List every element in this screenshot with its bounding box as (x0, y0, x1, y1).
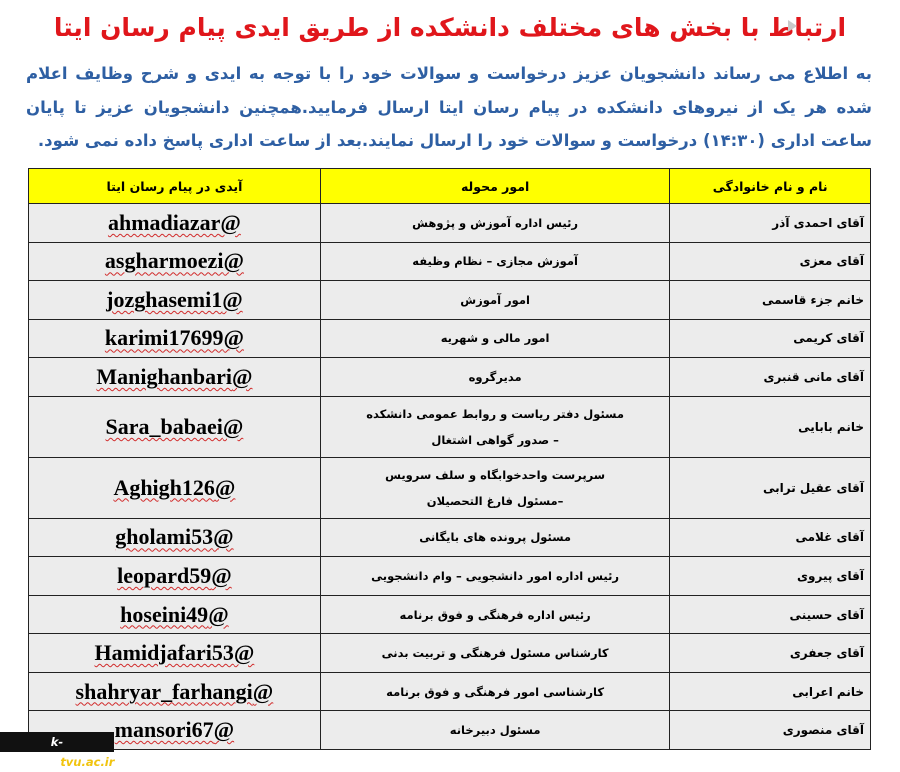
staff-name: آقای احمدی آذر (670, 204, 871, 243)
task-line: رئیس اداره فرهنگی و فوق برنامه (399, 607, 591, 622)
staff-name: آقای پیروی (670, 557, 871, 596)
task-line-2: – صدور گواهی اشتغال (431, 432, 559, 447)
task-line: رئیس اداره آموزش و پژوهش (412, 215, 579, 230)
eitaa-id-cell (29, 634, 321, 673)
task-line: کارشناسی امور فرهنگی و فوق برنامه (386, 684, 605, 699)
header-name: نام و نام خانوادگی (670, 169, 871, 204)
eitaa-id-cell (29, 242, 321, 281)
staff-task (320, 634, 670, 673)
table-row (29, 595, 871, 634)
task-line: کارشناس مسئول فرهنگی و تربیت بدنی (381, 646, 609, 661)
task-line: مسئول دبیرخانه (449, 723, 541, 738)
staff-task (320, 672, 670, 711)
eitaa-id-cell (29, 595, 321, 634)
contacts-table (28, 168, 871, 750)
staff-task (320, 595, 670, 634)
staff-name: آقای حسینی (670, 595, 871, 634)
table-row (29, 711, 871, 750)
staff-name: خانم بابایی (670, 396, 871, 457)
table-row (29, 319, 871, 358)
staff-task (320, 319, 670, 358)
table-row (29, 457, 871, 518)
eitaa-id-cell (29, 396, 321, 457)
staff-task (320, 518, 670, 557)
eitaa-id-cell (29, 518, 321, 557)
staff-name: خانم جزء قاسمی (670, 281, 871, 320)
task-line-2: –مسئول فارغ التحصیلان (426, 493, 564, 508)
task-line: آموزش مجازی – نظام وظیفه (412, 254, 578, 269)
staff-name: آقای مانی قنبری (670, 358, 871, 397)
table-row (29, 281, 871, 320)
staff-task (320, 557, 670, 596)
eitaa-id-cell (29, 557, 321, 596)
table-header-row (29, 169, 871, 204)
staff-name: آقای عقیل ترابی (670, 457, 871, 518)
task-line: رئیس اداره امور دانشجویی – وام دانشجویی (371, 568, 620, 583)
staff-task (320, 711, 670, 750)
staff-task (320, 242, 670, 281)
table-row (29, 242, 871, 281)
eitaa-id[interactable]: @shahryar_farhangi (75, 678, 274, 704)
header-task: امور محوله (320, 169, 670, 204)
staff-name: خانم اعرابی (670, 672, 871, 711)
task-line: مسئول پرونده های بایگانی (419, 530, 572, 545)
task-line: سرپرست واحدخوابگاه و سلف سرویس (385, 467, 606, 482)
page-title: ارتباط با بخش های مختلف دانشکده از طریق ایدی پیام رسان ایتا (53, 13, 847, 42)
eitaa-id[interactable]: @leopard59 (117, 562, 232, 588)
eitaa-id[interactable]: @gholami53 (115, 524, 234, 550)
table-row (29, 557, 871, 596)
table-row (29, 518, 871, 557)
eitaa-id-cell (29, 672, 321, 711)
staff-task (320, 396, 670, 457)
table-row (29, 358, 871, 397)
eitaa-id[interactable]: @mansori67 (114, 717, 235, 743)
table-row (29, 672, 871, 711)
intro-paragraph: به اطلاع می رساند دانشجویان عزیز درخواست و سوالات خود را با توجه به ایدی و شرح وظایف اعلام شده هر یک از نیروهای دانشکده در پیام رسان ایتا ارسال فرمایید.همچنین دانشجویان عزیز تا پایان ساعت اداری (۱۴:۳۰) درخواست و سوالات خود را ارسال نمایند.بعد از ساعت اداری پاسخ داده نمی شود. (26, 64, 872, 150)
staff-name: آقای غلامی (670, 518, 871, 557)
eitaa-id[interactable]: @Aghigh126 (113, 474, 236, 500)
header-id: آیدی در پیام رسان ایتا (29, 169, 321, 204)
staff-task (320, 204, 670, 243)
eitaa-id[interactable]: @Hamidjafari53 (94, 640, 255, 666)
staff-task (320, 457, 670, 518)
staff-task (320, 358, 670, 397)
eitaa-id[interactable]: @Sara_babaei (105, 413, 244, 439)
bullet-triangle-icon (788, 20, 797, 32)
watermark-domain: tvu.ac.ir (60, 755, 115, 769)
eitaa-id-cell (29, 281, 321, 320)
staff-task (320, 281, 670, 320)
eitaa-id-cell (29, 457, 321, 518)
task-line: مدیرگروه (468, 370, 522, 385)
watermark-main: k-shahryar. (0, 735, 64, 769)
table-row (29, 634, 871, 673)
task-line: مسئول دفتر ریاست و روابط عمومی دانشکده (366, 406, 624, 421)
site-watermark (0, 732, 115, 769)
task-line: امور مالی و شهریه (440, 331, 550, 346)
eitaa-id[interactable]: @karimi17699 (104, 325, 244, 351)
table-row (29, 396, 871, 457)
staff-name: آقای منصوری (670, 711, 871, 750)
eitaa-id[interactable]: @jozghasemi1 (106, 286, 243, 312)
eitaa-id-cell (29, 358, 321, 397)
staff-name: آقای معزی (670, 242, 871, 281)
eitaa-id-cell (29, 319, 321, 358)
eitaa-id-cell (29, 204, 321, 243)
table-row (29, 204, 871, 243)
staff-name: آقای کریمی (670, 319, 871, 358)
task-line: امور آموزش (460, 292, 530, 307)
staff-name: آقای جعفری (670, 634, 871, 673)
eitaa-id[interactable]: @ahmadiazar (107, 209, 241, 235)
eitaa-id[interactable]: @hoseini49 (120, 601, 229, 627)
eitaa-id[interactable]: @Manighanbari (96, 364, 253, 390)
eitaa-id[interactable]: @asgharmoezi (104, 248, 244, 274)
